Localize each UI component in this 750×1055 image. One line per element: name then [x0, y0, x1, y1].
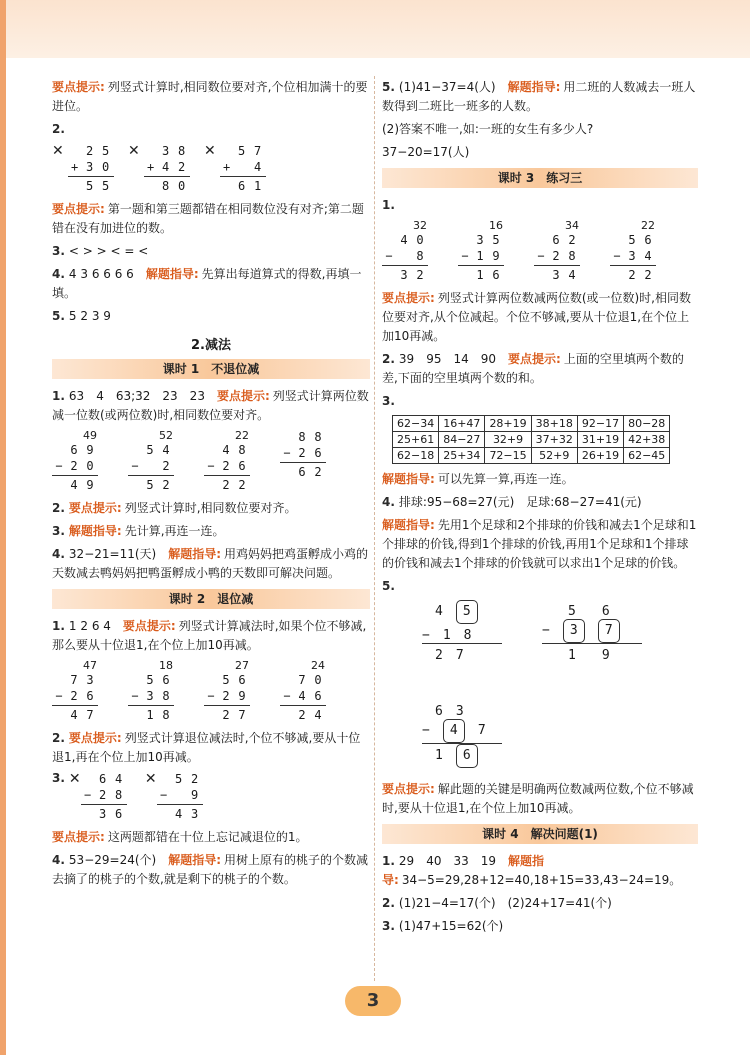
vertical-calc: 5 6 − 3 8 1 8: [128, 672, 174, 723]
question-number: 3.: [52, 771, 65, 785]
lesson-4-banner: 课时 4 解决问题(1): [382, 824, 698, 844]
wrong-mark-icon: ✕: [128, 143, 140, 159]
lesson-3-banner: 课时 3 练习三: [382, 168, 698, 188]
vertical-calc-block: [382, 219, 458, 283]
table-cell: 52+9: [531, 448, 577, 464]
lesson-1-calcs: [52, 429, 370, 493]
vertical-calc-block: [204, 429, 280, 493]
left-margin-rule: [0, 0, 6, 1055]
vertical-calc: 5 6 − 3 4 2 2: [610, 232, 656, 283]
vertical-calc: 4 0 − 8 3 2: [382, 232, 428, 283]
lesson-3-q3-hint: 解题指导: 可以先算一算,再连一连。: [382, 472, 574, 486]
wrong-mark-icon: ✕: [144, 771, 157, 787]
lesson-3-q4: 4. 排球:95−68=27(元) 足球:68−27=41(元): [382, 495, 642, 509]
vertical-calc: 7 0 − 4 6 2 4: [280, 672, 326, 723]
lesson-2-calcs: [52, 659, 370, 723]
question-2-calcs: [52, 143, 370, 194]
lesson-2-q2-hint: 2. 要点提示: 列竖式计算退位减法时,个位不够减,要从十位退1,再在个位上加10再减。: [52, 731, 361, 764]
vertical-calc-block: [204, 659, 280, 723]
lesson-1-q4: 4. 32−21=11(天) 解题指导: 用鸡妈妈把鸡蛋孵成小鸡的天数减去鸭妈妈把鸭蛋孵成小鸭的天数即可解决问题。: [52, 547, 369, 580]
vertical-calc-block: [458, 219, 534, 283]
calc-result-label: 27: [235, 659, 249, 672]
question-5: 5. 5 2 3 9: [52, 309, 111, 323]
table-cell: 92−17: [577, 416, 623, 432]
lesson-2-banner: 课时 2 退位减: [52, 589, 370, 609]
header-band: [0, 0, 750, 58]
vertical-calc: 4 8 − 2 6 2 2: [204, 442, 250, 493]
lesson-4-q2: 2. (1)21−4=17(个) (2)24+17=41(个): [382, 896, 612, 910]
vertical-calc: 3 5 − 1 9 1 6: [458, 232, 504, 283]
table-cell: 72−15: [485, 448, 531, 464]
question-2-hint: 要点提示: 第一题和第三题都错在相同数位没有对齐;第二题错在没有加进位的数。: [52, 202, 364, 235]
page-number: 3: [345, 986, 401, 1016]
lesson-1-q2-hint: 2. 要点提示: 列竖式计算时,相同数位要对齐。: [52, 501, 297, 515]
vertical-calc: 2 5 + 3 0 5 5: [68, 143, 114, 194]
vertical-calc-block: [128, 429, 204, 493]
table-cell: 26+19: [577, 448, 623, 464]
question-5-1: 5. (1)41−37=4(人) 解题指导: 用二班的人数减去一班人数得到二班比一班多的人数。: [382, 80, 696, 113]
vertical-calc-block: [52, 659, 128, 723]
vertical-calc: 6 9 − 2 0 4 9: [52, 442, 98, 493]
lesson-3-q1-hint: 要点提示: 列竖式计算两位数减两位数(或一位数)时,相同数位要对齐,从个位减起。个位不够减,要从十位退1,在个位上加10再减。: [382, 291, 691, 343]
table-cell: 32+9: [485, 432, 531, 448]
vertical-calc: 5 7 + 4 6 1: [220, 143, 266, 194]
calc-result-label: 34: [565, 219, 579, 232]
lesson-3-q5-heading: 5.: [382, 579, 395, 593]
vertical-calc-block: [52, 429, 128, 493]
vertical-calc: 5 2 − 9 4 3: [157, 771, 203, 822]
column-divider: [374, 76, 376, 981]
table-cell: 25+61: [393, 432, 439, 448]
vertical-calc-block: [280, 659, 356, 723]
question-3: 3. < > > < = <: [52, 244, 149, 258]
lesson-3-q3-heading: 3.: [382, 394, 395, 408]
vertical-calc-block: [69, 771, 145, 822]
lesson-3-calcs: [382, 219, 698, 283]
table-cell: 31+19: [577, 432, 623, 448]
lesson-4-q1: 1. 29 40 33 19 解题指导: 34−5=29,28+12=40,18+15=33,43−24=19。: [382, 854, 682, 887]
vertical-calc: 5 6 − 2 9 2 7: [204, 672, 250, 723]
question-5-2b: 37−20=17(人): [382, 145, 470, 159]
question-5-2: (2)答案不唯一,如:一班的女生有多少人?: [382, 122, 594, 136]
vertical-calc-block: [610, 219, 686, 283]
vertical-calc: 8 8 − 2 6 6 2: [280, 429, 326, 480]
table-row: [393, 416, 670, 432]
question-4: 4. 4 3 6 6 6 6 解题指导: 先算出每道算式的得数,再填一填。: [52, 267, 362, 300]
table-cell: 62−34: [393, 416, 439, 432]
vertical-calc: 6 2 − 2 8 3 4: [534, 232, 580, 283]
table-cell: 16+47: [439, 416, 485, 432]
lesson-3-q4-hint: 解题指导: 先用1个足球和2个排球的价钱和减去1个足球和1个排球的价钱,得到1个排球的价钱,再用1个足球和1个排球的价钱和减去1个排球的价钱就可以求出1个足球的价钱。: [382, 518, 697, 570]
lesson-4-q3: 3. (1)47+15=62(个): [382, 919, 504, 933]
lesson-2-q3-calcs: [52, 771, 370, 822]
calc-result-label: 32: [413, 219, 427, 232]
table-cell: 25+34: [439, 448, 485, 464]
table-cell: 38+18: [531, 416, 577, 432]
table-cell: 80−28: [624, 416, 670, 432]
intro-hint: 要点提示: 列竖式计算时,相同数位要对齐,个位相加满十的要进位。: [52, 80, 368, 113]
section-title: 2.减法: [191, 338, 231, 353]
table-cell: 62−18: [393, 448, 439, 464]
lesson-1-q1: 1. 63 4 63;32 23 23 要点提示: 列竖式计算两位数减一位数(或两位数)时,相同数位要对齐。: [52, 389, 369, 422]
vertical-calc: 5 4 − 2 5 2: [128, 442, 174, 493]
wrong-mark-icon: ✕: [68, 771, 81, 787]
calc-result-label: 49: [83, 429, 97, 442]
vertical-calc: 3 8 + 4 2 8 0: [144, 143, 190, 194]
lesson-3-q2: 2. 39 95 14 90 要点提示: 上面的空里填两个数的差,下面的空里填两个数的和。: [382, 352, 684, 385]
vertical-calc-block: [145, 771, 221, 822]
lesson-2-q3-hint: 要点提示: 这两题都错在十位上忘记减退位的1。: [52, 830, 308, 844]
right-column: [382, 78, 698, 940]
lesson-1-q3-hint: 3. 解题指导: 先计算,再连一连。: [52, 524, 225, 538]
calc-result-label: 18: [159, 659, 173, 672]
question-2-heading: 2.: [52, 122, 65, 136]
vertical-calc-block: [128, 659, 204, 723]
table-row: [393, 432, 670, 448]
lesson-3-table: [392, 415, 670, 464]
lesson-3-q5-puzzle: 4 5 − 1 8 2 7 5 6 − 3 7 1 9 6 3 − 4 7 1 6: [382, 600, 698, 780]
lesson-2-q4: 4. 53−29=24(个) 解题指导: 用树上原有的桃子的个数减去摘了的桃子的个数,就是剩下的桃子的个数。: [52, 853, 369, 886]
wrong-mark-icon: ✕: [52, 143, 64, 159]
calc-result-label: 16: [489, 219, 503, 232]
vertical-calc: 7 3 − 2 6 4 7: [52, 672, 98, 723]
calc-result-label: 47: [83, 659, 97, 672]
lesson-3-q1-heading: 1.: [382, 198, 395, 212]
vertical-calc-block: [280, 429, 356, 493]
calc-result-label: 24: [311, 659, 325, 672]
table-cell: 37+32: [531, 432, 577, 448]
lesson-2-q1: 1. 1 2 6 4 要点提示: 列竖式计算减法时,如果个位不够减,那么要从十位退1,在个位上加10再减。: [52, 619, 367, 652]
table-cell: 28+19: [485, 416, 531, 432]
table-row: [393, 448, 670, 464]
vertical-calc: 6 4 − 2 8 3 6: [81, 771, 127, 822]
left-column: [52, 78, 370, 893]
calc-result-label: 22: [235, 429, 249, 442]
lesson-1-banner: 课时 1 不退位减: [52, 359, 370, 379]
table-cell: 84−27: [439, 432, 485, 448]
vertical-calc-block: [534, 219, 610, 283]
wrong-mark-icon: ✕: [204, 143, 216, 159]
lesson-3-q5-hint: 要点提示: 解此题的关键是明确两位数减两位数,个位不够减时,要从十位退1,在个位上加10再减。: [382, 782, 694, 815]
table-cell: 62−45: [624, 448, 670, 464]
table-cell: 42+38: [624, 432, 670, 448]
calc-result-label: 52: [159, 429, 173, 442]
calc-result-label: 22: [641, 219, 655, 232]
